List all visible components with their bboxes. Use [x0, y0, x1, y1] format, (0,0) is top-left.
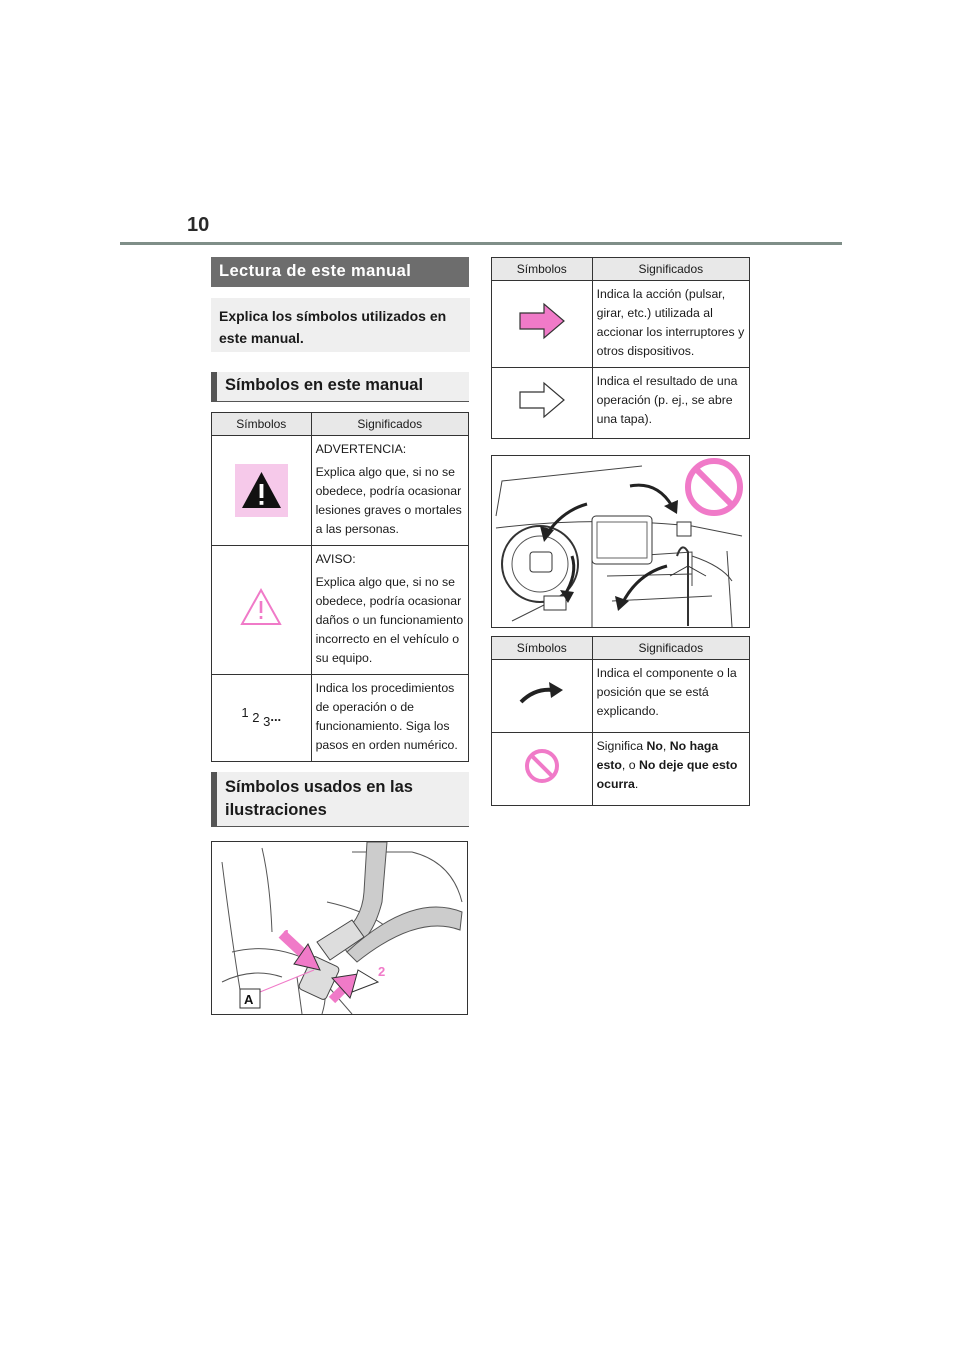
- col-meanings-header: Significados: [311, 413, 468, 436]
- action-arrow-description: Indica la acción (pulsar, girar, etc.) utilizada al accionar los interruptores y otros dispositivos.: [592, 281, 749, 368]
- warning-description: Explica algo que, si no se obedece, podría ocasionar lesiones graves o mortales a las personas.: [315, 465, 462, 536]
- page-number: 10: [187, 214, 210, 236]
- notice-label: AVISO:: [315, 552, 356, 566]
- prohibition-no-haga-esto: No haga esto: [596, 739, 719, 772]
- symbols-manual-table: [211, 412, 469, 762]
- prohibition-text-2: ,: [662, 739, 670, 753]
- step-ellipsis: ...: [270, 708, 282, 724]
- prohibition-no: No: [646, 739, 663, 753]
- col-symbols-header: Símbolos: [492, 637, 593, 660]
- table-row: [492, 368, 750, 439]
- seatbelt-step-2: 2: [378, 964, 386, 979]
- curved-pointer-arrow-icon: [517, 697, 567, 711]
- step-number-2: 2: [252, 709, 260, 725]
- component-table: [491, 636, 750, 806]
- table-row: [212, 675, 469, 762]
- steps-description: Indica los procedimientos de operación o de funcionamiento. Siga los pasos en orden numérico.: [315, 681, 458, 752]
- step-numbers-icon: [241, 704, 282, 729]
- step-number-3: 3: [263, 713, 271, 729]
- table-row: [492, 733, 750, 806]
- prohibition-description: [592, 733, 749, 806]
- symbols-manual-heading: Símbolos en este manual: [211, 372, 469, 402]
- section-intro: Explica los símbolos utilizados en este manual.: [211, 298, 470, 352]
- prohibition-text-4: .: [634, 777, 639, 791]
- prohibition-icon: [524, 773, 560, 787]
- table-header-row: [492, 258, 750, 281]
- table-row: [212, 546, 469, 675]
- arrows-table: [491, 257, 750, 439]
- col-meanings-header: Significados: [592, 637, 749, 660]
- table-header-row: [212, 413, 469, 436]
- table-row: [492, 281, 750, 368]
- prohibition-text-1: Significa: [596, 739, 647, 753]
- col-meanings-header: Significados: [592, 258, 749, 281]
- pink-action-arrow-icon: [518, 330, 566, 344]
- warning-triangle-icon: [235, 464, 288, 517]
- col-symbols-header: Símbolos: [212, 413, 312, 436]
- seatbelt-illustration: [211, 841, 468, 1015]
- table-header-row: [492, 637, 750, 660]
- prohibition-text-3: , o: [621, 758, 639, 772]
- col-symbols-header: Símbolos: [492, 258, 593, 281]
- notice-triangle-icon: [239, 587, 283, 633]
- prohibition-no-deje: No deje que esto ocurra: [596, 758, 738, 791]
- step-number-1: 1: [241, 704, 249, 720]
- section-title: Lectura de este manual: [211, 257, 469, 287]
- seatbelt-callout-a: A: [244, 992, 254, 1007]
- outline-result-arrow-icon: [518, 409, 566, 423]
- notice-description: Explica algo que, si no se obedece, podría ocasionar daños o un funcionamiento incorrecto en el vehículo o su equipo.: [315, 575, 464, 665]
- dashboard-illustration: [491, 455, 750, 628]
- table-row: [212, 436, 469, 546]
- seatbelt-step-1: 1: [283, 927, 291, 942]
- component-description: Indica el componente o la posición que se está explicando.: [592, 660, 749, 733]
- warning-label: ADVERTENCIA:: [315, 442, 407, 456]
- header-rule: [120, 242, 842, 245]
- result-arrow-description: Indica el resultado de una operación (p. ej., se abre una tapa).: [592, 368, 749, 439]
- table-row: [492, 660, 750, 733]
- illustration-symbols-heading: Símbolos usados en las ilustraciones: [211, 772, 469, 827]
